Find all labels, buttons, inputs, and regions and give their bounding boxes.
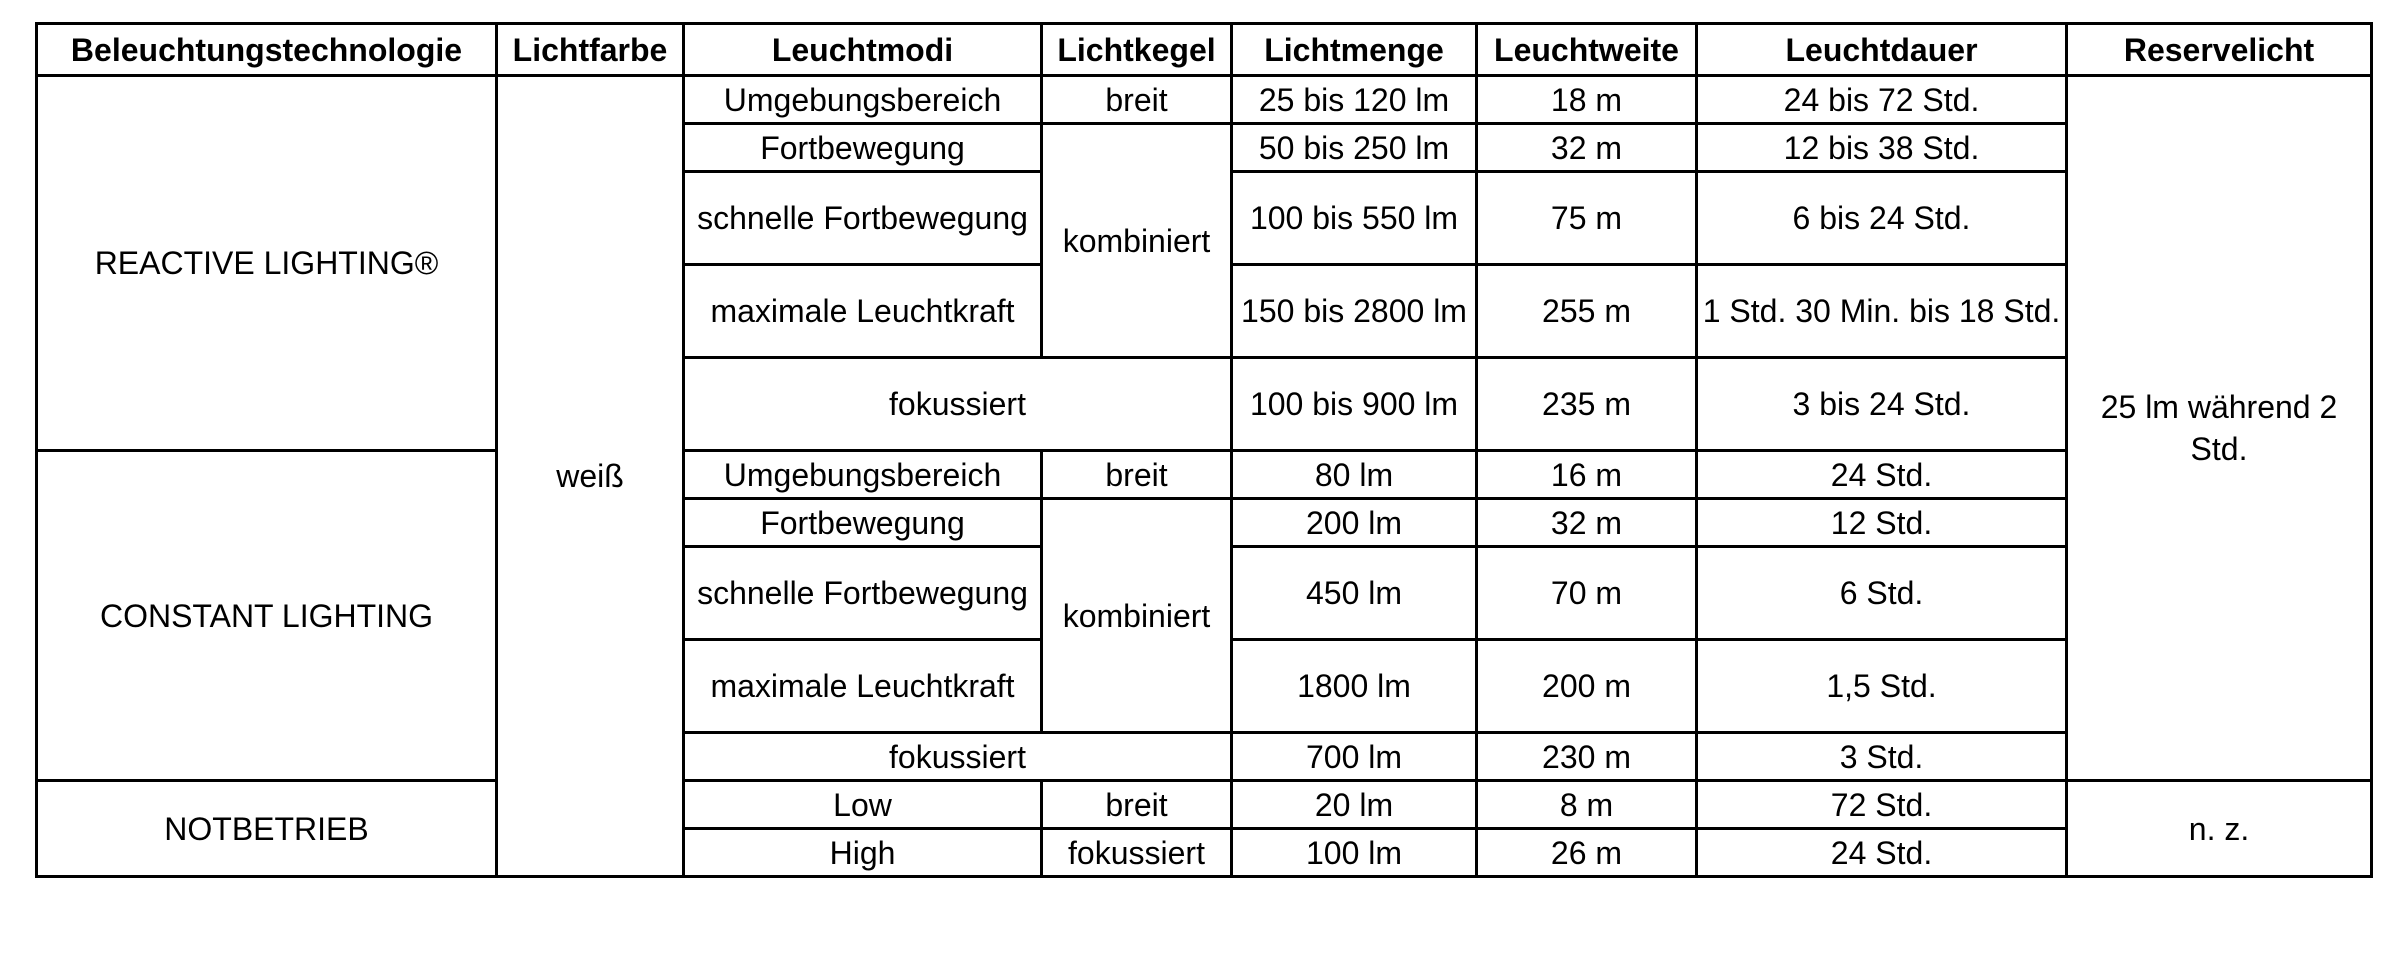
table-row bbox=[37, 781, 2372, 829]
duration-cell: 3 Std. bbox=[1697, 733, 2067, 781]
range-cell: 8 m bbox=[1477, 781, 1697, 829]
lumen-cell: 200 lm bbox=[1232, 499, 1477, 547]
reserve-cell: 25 lm während 2 Std. bbox=[2067, 76, 2372, 781]
range-cell: 230 m bbox=[1477, 733, 1697, 781]
mode-cell: maximale Leuchtkraft bbox=[684, 640, 1042, 733]
technology-cell: REACTIVE LIGHTING® bbox=[37, 76, 497, 451]
lumen-cell: 50 bis 250 lm bbox=[1232, 124, 1477, 172]
mode-cell: maximale Leuchtkraft bbox=[684, 265, 1042, 358]
light-color-cell: weiß bbox=[497, 76, 684, 877]
mode-cell: schnelle Fortbewegung bbox=[684, 172, 1042, 265]
mode-cell: Umgebungsbereich bbox=[684, 451, 1042, 499]
table-row bbox=[37, 76, 2372, 124]
lumen-cell: 1800 lm bbox=[1232, 640, 1477, 733]
range-cell: 18 m bbox=[1477, 76, 1697, 124]
range-cell: 75 m bbox=[1477, 172, 1697, 265]
technology-cell: NOTBETRIEB bbox=[37, 781, 497, 877]
header-technology: Beleuchtungstechnologie bbox=[37, 24, 497, 76]
lumen-cell: 450 lm bbox=[1232, 547, 1477, 640]
mode-cell: Fortbewegung bbox=[684, 124, 1042, 172]
header-row bbox=[37, 24, 2372, 76]
header-light-modes: Leuchtmodi bbox=[684, 24, 1042, 76]
duration-cell: 12 bis 38 Std. bbox=[1697, 124, 2067, 172]
duration-cell: 3 bis 24 Std. bbox=[1697, 358, 2067, 451]
mode-cell: fokussiert bbox=[684, 733, 1232, 781]
header-lumen: Lichtmenge bbox=[1232, 24, 1477, 76]
beam-cell: kombiniert bbox=[1042, 499, 1232, 733]
header-range: Leuchtweite bbox=[1477, 24, 1697, 76]
table-row bbox=[37, 451, 2372, 499]
duration-cell: 72 Std. bbox=[1697, 781, 2067, 829]
lumen-cell: 700 lm bbox=[1232, 733, 1477, 781]
lumen-cell: 100 bis 550 lm bbox=[1232, 172, 1477, 265]
beam-cell: kombiniert bbox=[1042, 124, 1232, 358]
duration-cell: 24 Std. bbox=[1697, 829, 2067, 877]
range-cell: 26 m bbox=[1477, 829, 1697, 877]
header-beam: Lichtkegel bbox=[1042, 24, 1232, 76]
mode-cell: Fortbewegung bbox=[684, 499, 1042, 547]
beam-cell: fokussiert bbox=[1042, 829, 1232, 877]
beam-cell: breit bbox=[1042, 451, 1232, 499]
range-cell: 255 m bbox=[1477, 265, 1697, 358]
duration-cell: 24 Std. bbox=[1697, 451, 2067, 499]
duration-cell: 6 bis 24 Std. bbox=[1697, 172, 2067, 265]
range-cell: 16 m bbox=[1477, 451, 1697, 499]
lumen-cell: 150 bis 2800 lm bbox=[1232, 265, 1477, 358]
header-duration: Leuchtdauer bbox=[1697, 24, 2067, 76]
header-light-color: Lichtfarbe bbox=[497, 24, 684, 76]
lumen-cell: 100 lm bbox=[1232, 829, 1477, 877]
range-cell: 32 m bbox=[1477, 124, 1697, 172]
duration-cell: 6 Std. bbox=[1697, 547, 2067, 640]
duration-cell: 24 bis 72 Std. bbox=[1697, 76, 2067, 124]
mode-cell: High bbox=[684, 829, 1042, 877]
duration-cell: 1 Std. 30 Min. bis 18 Std. bbox=[1697, 265, 2067, 358]
range-cell: 200 m bbox=[1477, 640, 1697, 733]
beam-cell: breit bbox=[1042, 76, 1232, 124]
mode-cell: Umgebungsbereich bbox=[684, 76, 1042, 124]
beam-cell: breit bbox=[1042, 781, 1232, 829]
lumen-cell: 20 lm bbox=[1232, 781, 1477, 829]
mode-cell: Low bbox=[684, 781, 1042, 829]
range-cell: 235 m bbox=[1477, 358, 1697, 451]
reserve-cell: n. z. bbox=[2067, 781, 2372, 877]
technology-cell: CONSTANT LIGHTING bbox=[37, 451, 497, 781]
mode-cell: schnelle Fortbewegung bbox=[684, 547, 1042, 640]
lumen-cell: 80 lm bbox=[1232, 451, 1477, 499]
lumen-cell: 25 bis 120 lm bbox=[1232, 76, 1477, 124]
duration-cell: 1,5 Std. bbox=[1697, 640, 2067, 733]
mode-cell: fokussiert bbox=[684, 358, 1232, 451]
duration-cell: 12 Std. bbox=[1697, 499, 2067, 547]
header-reserve: Reservelicht bbox=[2067, 24, 2372, 76]
specification-table bbox=[35, 22, 2373, 878]
lumen-cell: 100 bis 900 lm bbox=[1232, 358, 1477, 451]
range-cell: 70 m bbox=[1477, 547, 1697, 640]
range-cell: 32 m bbox=[1477, 499, 1697, 547]
